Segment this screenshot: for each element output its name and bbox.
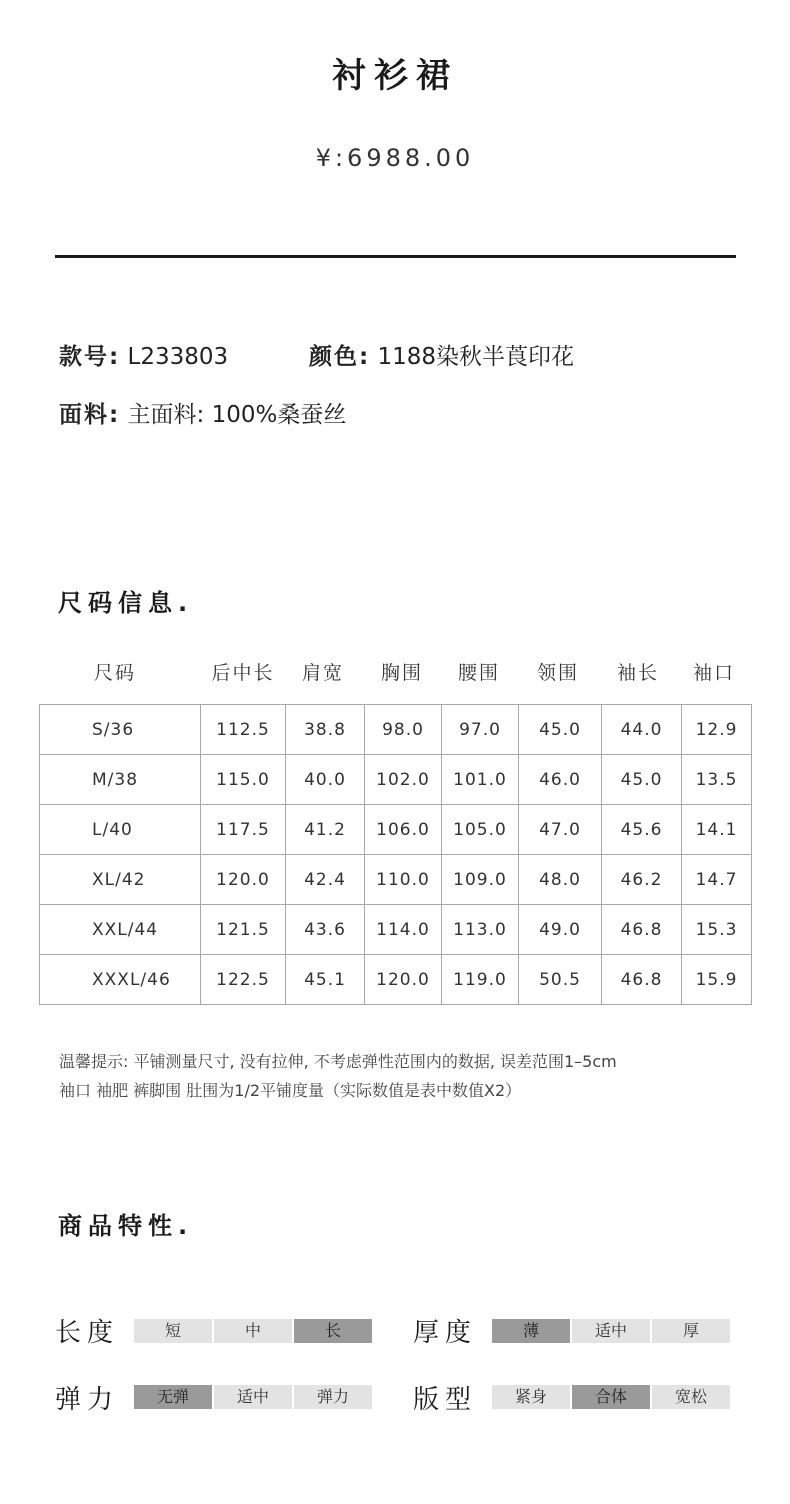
size-note-line2: 袖口 袖肥 裤脚围 肚围为1/2平铺度量（实际数值是表中数值X2） — [59, 1081, 522, 1100]
table-row — [40, 905, 752, 955]
measurement-cell: 45.0 — [519, 705, 602, 755]
measurement-cell: 117.5 — [201, 805, 286, 855]
size-cell: S/36 — [40, 705, 201, 755]
product-title: 衬衫裙 — [332, 56, 458, 96]
size-cell: XL/42 — [40, 855, 201, 905]
measurement-cell: 114.0 — [365, 905, 442, 955]
measurement-cell: 97.0 — [442, 705, 519, 755]
size-header: 领围 — [536, 662, 579, 684]
size-header: 袖长 — [616, 662, 659, 684]
measurement-cell: 113.0 — [442, 905, 519, 955]
feature-label: 长度 — [55, 1318, 120, 1348]
feature-option-selected: 无弹 — [134, 1385, 212, 1409]
size-header: 后中长 — [211, 662, 275, 684]
size-header: 袖口 — [692, 662, 735, 684]
measurement-cell: 15.3 — [682, 905, 752, 955]
size-header: 肩宽 — [301, 662, 344, 684]
measurement-cell: 49.0 — [519, 905, 602, 955]
style-number-label: 款号: — [59, 344, 121, 370]
table-row — [40, 755, 752, 805]
feature-option: 适中 — [572, 1319, 650, 1343]
measurement-cell: 45.1 — [286, 955, 365, 1005]
measurement-cell: 110.0 — [365, 855, 442, 905]
measurement-cell: 47.0 — [519, 805, 602, 855]
feature-option: 短 — [134, 1319, 212, 1343]
size-header: 尺码 — [93, 662, 136, 684]
measurement-cell: 41.2 — [286, 805, 365, 855]
size-header: 腰围 — [457, 662, 500, 684]
measurement-cell: 46.8 — [602, 905, 682, 955]
table-row — [40, 705, 752, 755]
measurement-cell: 44.0 — [602, 705, 682, 755]
divider — [55, 255, 736, 258]
feature-option: 中 — [214, 1319, 292, 1343]
size-cell: XXXL/46 — [40, 955, 201, 1005]
measurement-cell: 121.5 — [201, 905, 286, 955]
feature-option: 紧身 — [492, 1385, 570, 1409]
product-price: ¥:6988.00 — [315, 144, 475, 172]
table-row — [40, 805, 752, 855]
measurement-cell: 102.0 — [365, 755, 442, 805]
measurement-cell: 14.1 — [682, 805, 752, 855]
feature-option: 厚 — [652, 1319, 730, 1343]
measurement-cell: 38.8 — [286, 705, 365, 755]
measurement-cell: 112.5 — [201, 705, 286, 755]
feature-label: 版型 — [413, 1385, 478, 1415]
size-section-title: 尺码信息. — [58, 589, 194, 617]
feature-label: 厚度 — [413, 1318, 478, 1348]
table-row — [40, 855, 752, 905]
measurement-cell: 15.9 — [682, 955, 752, 1005]
measurement-cell: 50.5 — [519, 955, 602, 1005]
fabric-row — [59, 396, 346, 429]
measurement-cell: 46.0 — [519, 755, 602, 805]
feature-option: 适中 — [214, 1385, 292, 1409]
measurement-cell: 42.4 — [286, 855, 365, 905]
measurement-cell: 12.9 — [682, 705, 752, 755]
measurement-cell: 119.0 — [442, 955, 519, 1005]
size-cell: L/40 — [40, 805, 201, 855]
measurement-cell: 115.0 — [201, 755, 286, 805]
measurement-cell: 43.6 — [286, 905, 365, 955]
measurement-cell: 105.0 — [442, 805, 519, 855]
measurement-cell: 40.0 — [286, 755, 365, 805]
feature-option-selected: 合体 — [572, 1385, 650, 1409]
color-value: 1188染秋半莨印花 — [377, 344, 575, 370]
size-header: 胸围 — [380, 662, 423, 684]
feature-option: 弹力 — [294, 1385, 372, 1409]
measurement-cell: 13.5 — [682, 755, 752, 805]
color-row — [309, 338, 574, 371]
feature-option-selected: 长 — [294, 1319, 372, 1343]
features-section-title: 商品特性. — [58, 1212, 194, 1240]
measurement-cell: 120.0 — [365, 955, 442, 1005]
measurement-cell: 122.5 — [201, 955, 286, 1005]
table-row — [40, 955, 752, 1005]
color-label: 颜色: — [309, 344, 371, 370]
fabric-label: 面料: — [59, 402, 121, 428]
measurement-cell: 45.6 — [602, 805, 682, 855]
size-cell: M/38 — [40, 755, 201, 805]
measurement-cell: 14.7 — [682, 855, 752, 905]
measurement-cell: 120.0 — [201, 855, 286, 905]
size-cell: XXL/44 — [40, 905, 201, 955]
measurement-cell: 46.8 — [602, 955, 682, 1005]
style-number-row — [59, 338, 228, 371]
feature-label: 弹力 — [55, 1385, 120, 1415]
measurement-cell: 106.0 — [365, 805, 442, 855]
measurement-cell: 46.2 — [602, 855, 682, 905]
measurement-cell: 109.0 — [442, 855, 519, 905]
fabric-value: 主面料: 100%桑蚕丝 — [127, 402, 347, 428]
measurement-cell: 48.0 — [519, 855, 602, 905]
style-number-value: L233803 — [127, 344, 229, 370]
feature-option-selected: 薄 — [492, 1319, 570, 1343]
measurement-cell: 98.0 — [365, 705, 442, 755]
measurement-cell: 45.0 — [602, 755, 682, 805]
measurement-cell: 101.0 — [442, 755, 519, 805]
size-note-line1: 温馨提示: 平铺测量尺寸, 没有拉伸, 不考虑弹性范围内的数据, 误差范围1–5cm — [59, 1052, 617, 1071]
feature-option: 宽松 — [652, 1385, 730, 1409]
size-table — [39, 704, 752, 1005]
